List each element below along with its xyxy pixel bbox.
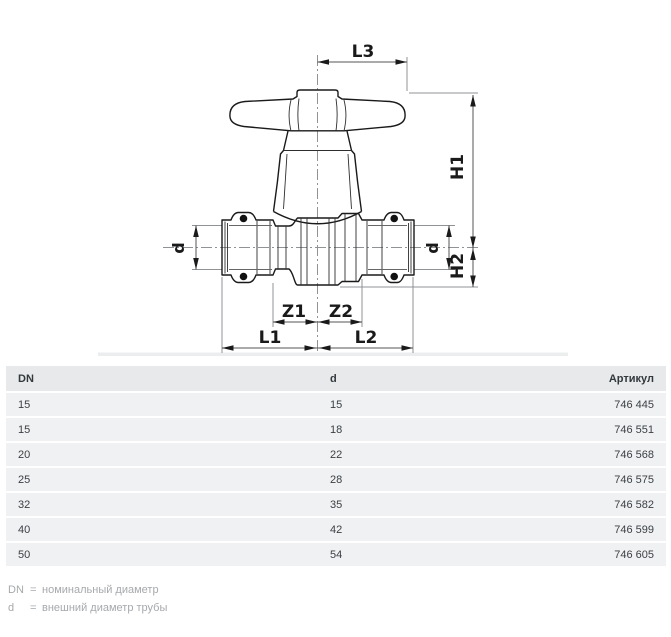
- cell-article: 746 445: [614, 398, 654, 411]
- col-header-d: d: [330, 372, 337, 385]
- cell-d: 22: [330, 448, 343, 461]
- cell-dn: 32: [18, 498, 31, 511]
- cell-d: 35: [330, 498, 343, 511]
- col-header-article: Артикул: [608, 372, 654, 385]
- dim-label-z1: Z1: [281, 302, 307, 322]
- cell-article: 746 582: [614, 498, 654, 511]
- dim-label-l3: L3: [351, 42, 375, 62]
- table-row: [6, 393, 666, 416]
- dim-label-l1: L1: [258, 328, 282, 348]
- table-row: [6, 468, 666, 491]
- footnote-definition: внешний диаметр трубы: [42, 602, 168, 614]
- cell-d: 18: [330, 423, 343, 436]
- footnote-equals: =: [30, 584, 37, 596]
- cell-d: 28: [330, 473, 343, 486]
- dim-label-d-left: d: [169, 242, 188, 254]
- footnote-dn: [8, 581, 167, 599]
- footnote-term: d: [8, 602, 15, 614]
- cell-article: 746 551: [614, 423, 654, 436]
- dim-label-d-right: d: [423, 242, 442, 254]
- cell-dn: 15: [18, 423, 31, 436]
- table-row: [6, 518, 666, 541]
- cell-d: 42: [330, 523, 343, 536]
- drawing-bottom-edge: [98, 353, 568, 357]
- table-row: [6, 493, 666, 516]
- table-row: [6, 443, 666, 466]
- col-header-dn: DN: [18, 372, 34, 385]
- dim-label-z2: Z2: [328, 302, 354, 322]
- dim-label-h2: H2: [448, 252, 468, 280]
- cell-d: 15: [330, 398, 343, 411]
- cell-article: 746 605: [614, 548, 654, 561]
- footnote-definition: номинальный диаметр: [42, 584, 159, 596]
- cell-article: 746 575: [614, 473, 654, 486]
- cell-article: 746 599: [614, 523, 654, 536]
- spec-table: [6, 366, 666, 568]
- legend-footnotes: [8, 581, 167, 617]
- cell-dn: 50: [18, 548, 31, 561]
- table-row: [6, 543, 666, 566]
- dim-label-h1: H1: [448, 153, 468, 181]
- footnote-d: [8, 599, 167, 617]
- centerlines: [163, 55, 478, 353]
- cell-article: 746 568: [614, 448, 654, 461]
- cell-dn: 15: [18, 398, 31, 411]
- cell-dn: 40: [18, 523, 31, 536]
- spec-table-header-row: [6, 366, 666, 391]
- table-row: [6, 418, 666, 441]
- footnote-term: DN: [8, 584, 24, 596]
- footnote-equals: =: [30, 602, 37, 614]
- dim-label-l2: L2: [354, 328, 378, 348]
- cell-dn: 20: [18, 448, 31, 461]
- cell-d: 54: [330, 548, 343, 561]
- cell-dn: 25: [18, 473, 31, 486]
